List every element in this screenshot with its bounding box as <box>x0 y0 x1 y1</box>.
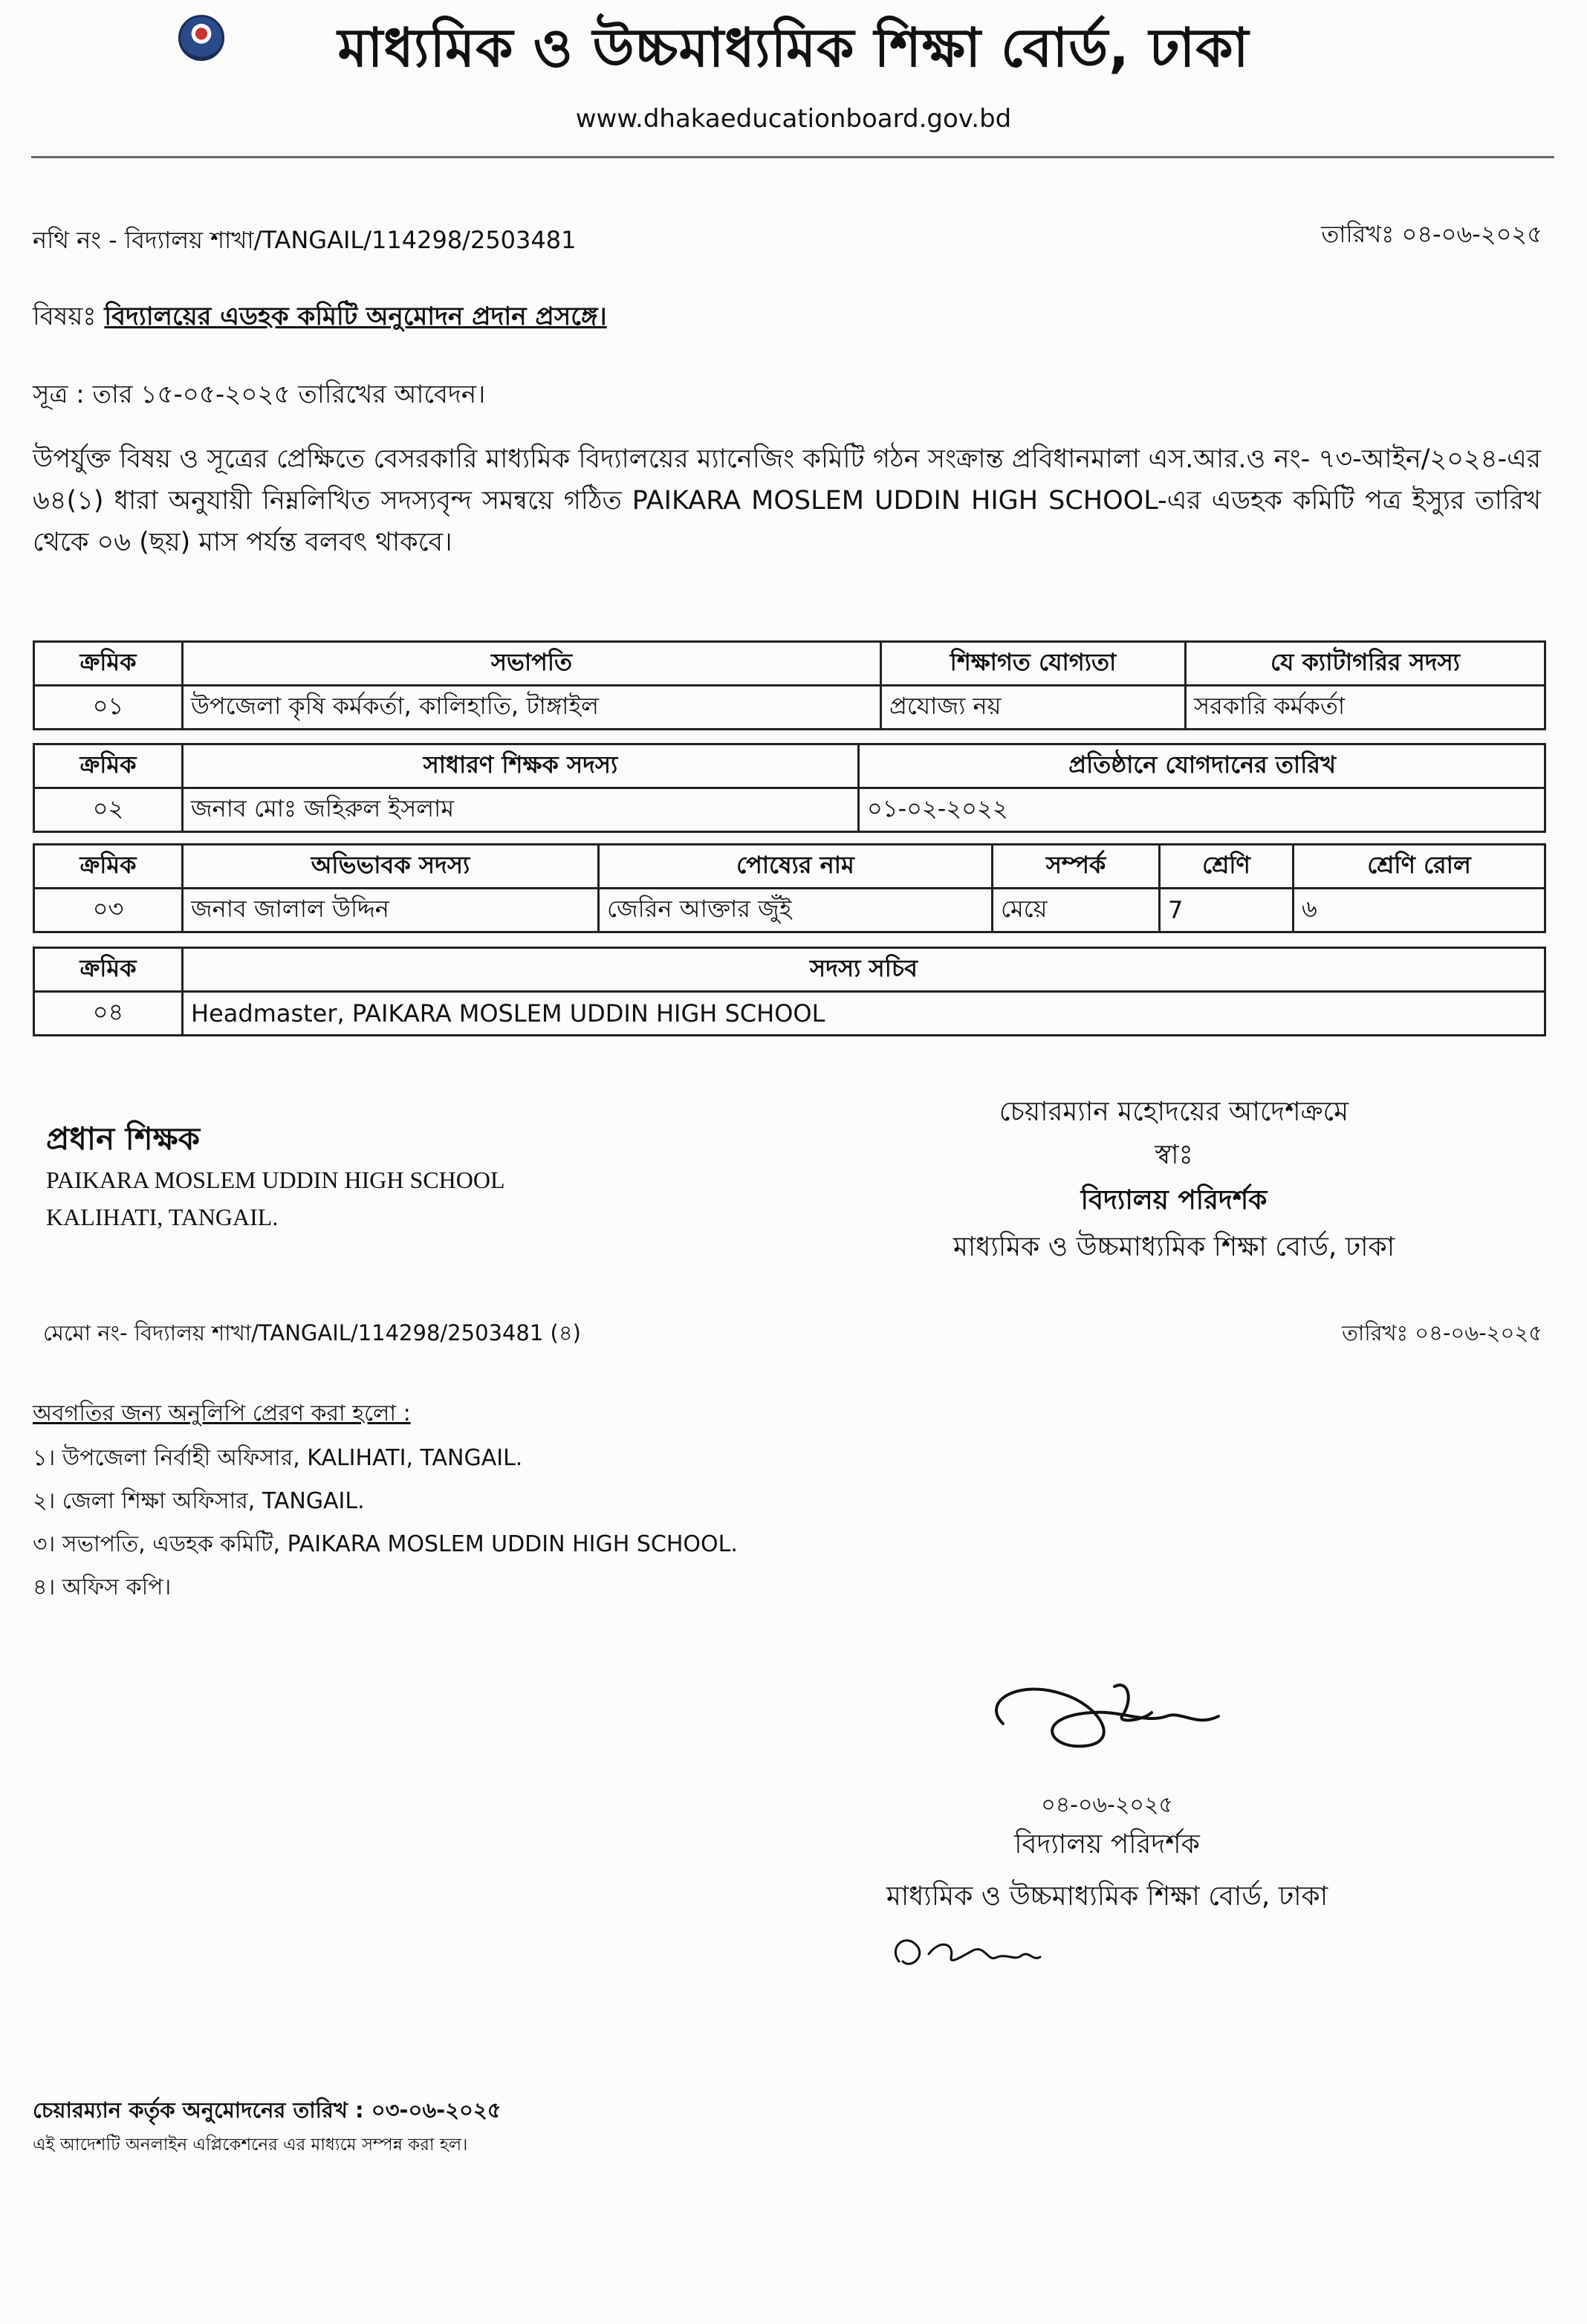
col-teacher: সাধারণ শিক্ষক সদস্য <box>183 744 859 788</box>
header-divider <box>31 156 1554 158</box>
secretary-table <box>33 947 1546 1036</box>
president-table <box>33 640 1546 730</box>
body-paragraph: উপর্যুক্ত বিষয় ও সূত্রের প্রেক্ষিতে বেসরকারি মাধ্যমিক বিদ্যালয়ের ম্যানেজিং কমিটি গঠন সংক্রান্ত প্রবিধানমালা এস.আর.ও নং- ৭৩-আইন/২০২৪-এর ৬৪(১) ধারা অনুযায়ী নিম্নলিখিত সদস্যবৃন্দ সমন্বয়ে গঠিত PAIKARA MOSLEM UDDIN HIGH SCHOOL-এর এডহক কমিটি পত্র ইস্যুর তারিখ থেকে ০৬ (ছয়) মাস পর্যন্ত বলবৎ থাকবে। <box>33 444 1541 557</box>
cell-guardian: জনাব জালাল উদ্দিন <box>183 889 599 932</box>
table-row <box>34 889 1545 932</box>
signature-date: ০৪-০৬-২০২৫ <box>1041 1792 1173 1818</box>
cell-class: 7 <box>1160 889 1294 932</box>
initials-signature <box>884 1924 1062 1984</box>
subject-line <box>33 297 607 340</box>
table-header-row <box>34 845 1545 889</box>
cell-ward-name: জেরিন আক্তার জুঁই <box>599 889 993 932</box>
online-note: এই আদেশটি অনলাইন এপ্লিকেশনের এর মাধ্যমে সম্পন্ন করা হল। <box>33 2135 468 2155</box>
authority-order-line: চেয়ারম্যান মহোদয়ের আদেশক্রমে <box>999 1097 1349 1127</box>
col-serial: ক্রমিক <box>34 948 183 992</box>
table-row <box>34 992 1545 1036</box>
letter-date: তারিখঃ ০৪-০৬-২০২৫ <box>1321 220 1542 248</box>
col-serial: ক্রমিক <box>34 642 183 686</box>
cell-serial: ০৪ <box>34 992 183 1036</box>
col-class: শ্রেণি <box>1160 845 1294 889</box>
memo-date: তারিখঃ ০৪-০৬-২০২৫ <box>1342 1320 1542 1346</box>
authority-signed: স্বাঃ <box>1155 1140 1193 1170</box>
approval-date: চেয়ারম্যান কর্তৃক অনুমোদনের তারিখ : ০৩-০৬-২০২৫ <box>33 2097 502 2123</box>
col-guardian: অভিভাবক সদস্য <box>183 845 599 889</box>
table-header-row <box>34 948 1545 992</box>
col-serial: ক্রমিক <box>34 744 183 788</box>
list-item: ৪। অফিস কপি। <box>33 1574 172 1600</box>
subject-text: বিদ্যালয়ের এডহক কমিটি অনুমোদন প্রদান প্রসঙ্গে। <box>104 302 607 331</box>
list-item: ৩। সভাপতি, এডহক কমিটি, PAIKARA MOSLEM UDDIN HIGH SCHOOL. <box>33 1531 738 1557</box>
list-item: ২। জেলা শিক্ষা অফিসার, TANGAIL. <box>33 1488 365 1514</box>
col-roll: শ্রেণি রোল <box>1294 845 1545 889</box>
signature-designation: বিদ্যালয় পরিদর্শক <box>1014 1829 1200 1860</box>
authority-office: মাধ্যমিক ও উচ্চমাধ্যমিক শিক্ষা বোর্ড, ঢাকা <box>952 1232 1395 1262</box>
cell-serial: ০২ <box>34 788 183 832</box>
memo-number: মেমো নং- বিদ্যালয় শাখা/TANGAIL/114298/2503481 (৪) <box>43 1320 581 1346</box>
cell-president: উপজেলা কৃষি কর্মকর্তা, কালিহাতি, টাঙ্গাইল <box>183 686 881 730</box>
col-ward-name: পোষ্যের নাম <box>599 845 993 889</box>
teacher-table <box>33 743 1546 833</box>
subject-label: বিষয়ঃ <box>33 302 97 331</box>
table-header-row <box>34 744 1545 788</box>
cell-serial: ০৩ <box>34 889 183 932</box>
cell-relation: মেয়ে <box>993 889 1160 932</box>
file-number: নথি নং - বিদ্যালয় শাখা/TANGAIL/114298/2503481 <box>33 226 577 254</box>
cell-category: সরকারি কর্মকর্তা <box>1186 686 1545 730</box>
cell-qualification: প্রযোজ্য নয় <box>881 686 1186 730</box>
table-row <box>34 686 1545 730</box>
recipient-school: PAIKARA MOSLEM UDDIN HIGH SCHOOL <box>46 1166 505 1193</box>
copy-heading: অবগতির জন্য অনুলিপি প্রেরণ করা হলো : <box>33 1400 411 1426</box>
board-website: www.dhakaeducationboard.gov.bd <box>575 104 1012 134</box>
cell-roll: ৬ <box>1294 889 1545 932</box>
col-category: যে ক্যাটাগরির সদস্য <box>1186 642 1545 686</box>
cell-teacher: জনাব মোঃ জহিরুল ইসলাম <box>183 788 859 832</box>
col-secretary: সদস্য সচিব <box>183 948 1545 992</box>
col-serial: ক্রমিক <box>34 845 183 889</box>
authority-designation: বিদ্যালয় পরিদর্শক <box>1080 1185 1268 1215</box>
copy-list <box>33 1437 738 1609</box>
table-row <box>34 788 1545 832</box>
col-joining-date: প্রতিষ্ঠানে যোগদানের তারিখ <box>859 744 1545 788</box>
board-title: মাধ্যমিক ও উচ্চমাধ্যমিক শিক্ষা বোর্ড, ঢাকা <box>337 16 1250 79</box>
list-item: ১। উপজেলা নির্বাহী অফিসার, KALIHATI, TANGAIL. <box>33 1445 523 1471</box>
handwritten-signature <box>973 1672 1233 1761</box>
cell-joining-date: ০১-০২-২০২২ <box>859 788 1545 832</box>
table-header-row <box>34 642 1545 686</box>
guardian-table <box>33 843 1546 933</box>
col-qualification: শিক্ষাগত যোগ্যতা <box>881 642 1186 686</box>
authority-block <box>847 1091 1501 1270</box>
reference-line: সূত্র : তার ১৫-০৫-২০২৫ তারিখের আবেদন। <box>33 380 486 409</box>
recipient-title: প্রধান শিক্ষক <box>46 1120 201 1157</box>
signature-office: মাধ্যমিক ও উচ্চমাধ্যমিক শিক্ষা বোর্ড, ঢাকা <box>886 1881 1328 1912</box>
recipient-address: KALIHATI, TANGAIL. <box>46 1204 279 1230</box>
cell-secretary: Headmaster, PAIKARA MOSLEM UDDIN HIGH SCHOOL <box>183 992 1545 1036</box>
col-president: সভাপতি <box>183 642 881 686</box>
col-relation: সম্পর্ক <box>993 845 1160 889</box>
cell-serial: ০১ <box>34 686 183 730</box>
